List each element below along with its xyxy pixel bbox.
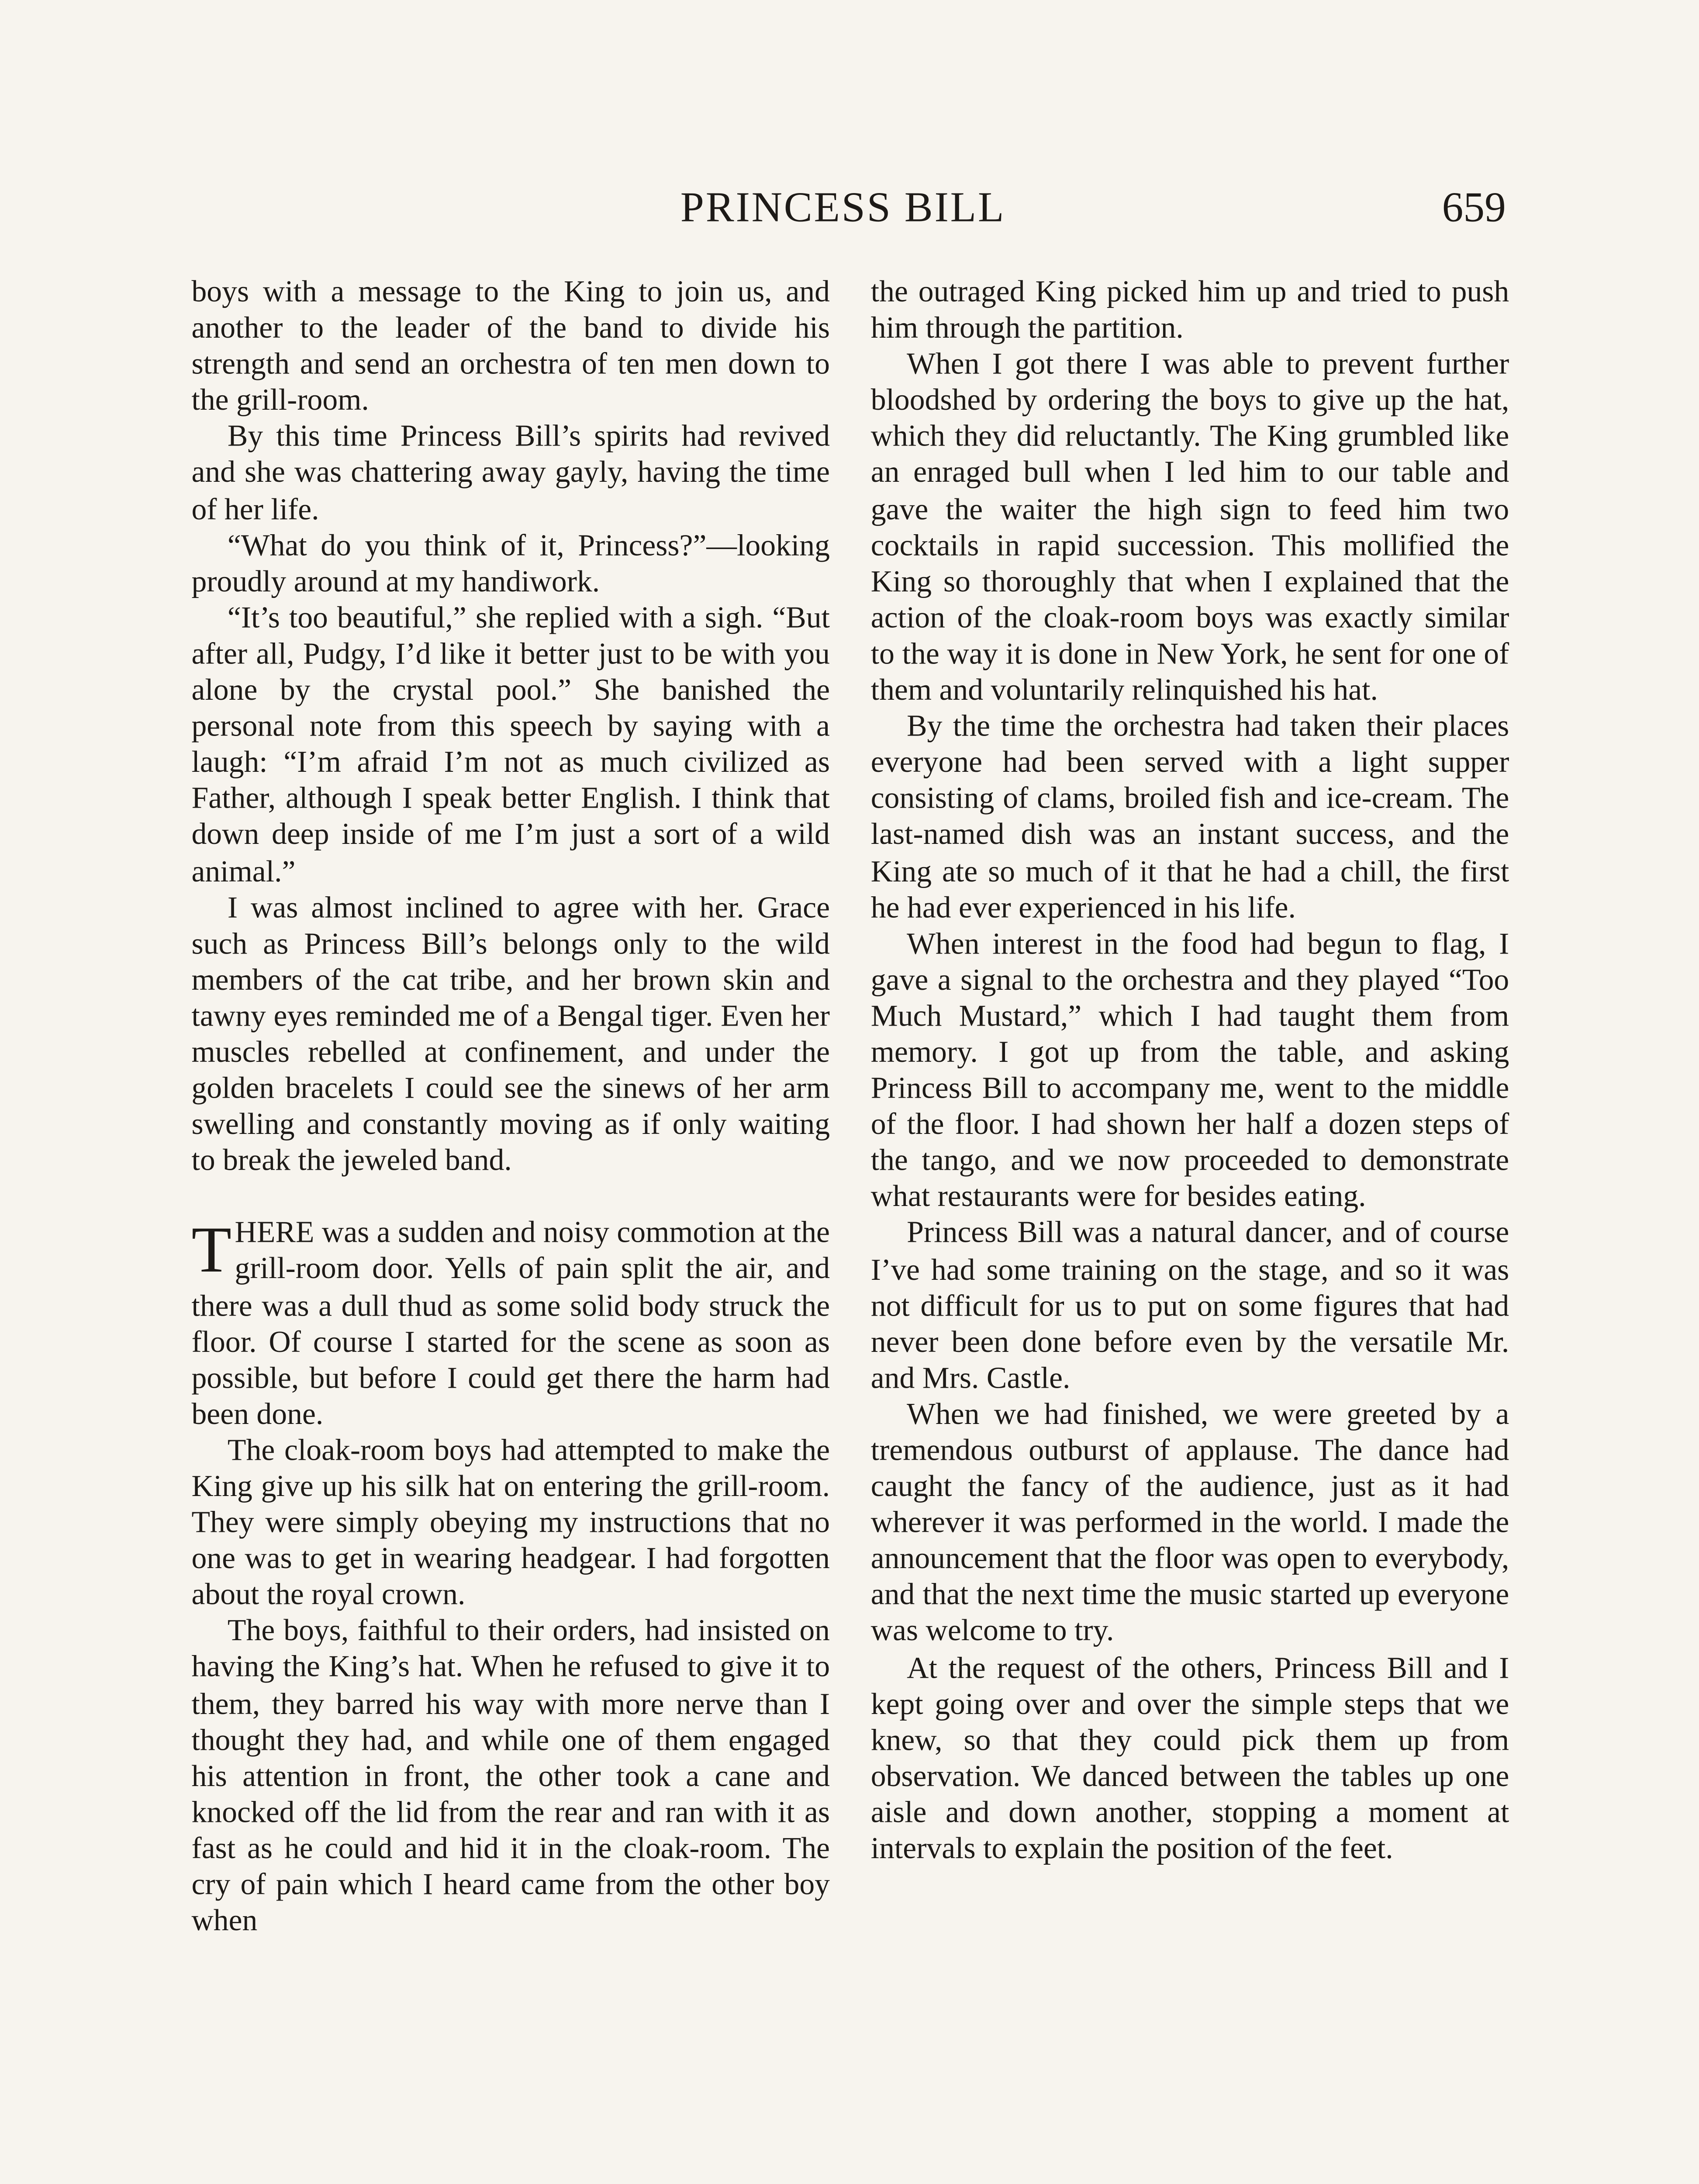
paragraph: boys with a message to the King to join us, and another to the leader of the band to divide his strength and send an orchestra of ten men down to the grill-room. bbox=[191, 275, 830, 418]
page-title: PRINCESS BILL bbox=[680, 183, 1006, 231]
paragraph: At the request of the others, Princess Bill and I kept going over and over the simple steps that we knew, so that they could pick them up from observation. We danced between the tables up one aisle and down another, stopping a moment at intervals to explain the position of the feet. bbox=[870, 1651, 1509, 1866]
paragraph: The cloak-room boys had attempted to make the King give up his silk hat on entering the grill-room. They were simply obeying my instructions that no one was to get in wearing headgear. I had forgotten about the royal crown. bbox=[191, 1434, 830, 1613]
paragraph: By the time the orchestra had taken their places everyone had been served with a light supper consisting of clams, broiled fish and ice-cream. The last-named dish was an instant success, and the King ate so much of it that he had a chill, the first he had ever experienced in his life. bbox=[870, 709, 1509, 925]
paragraph: By this time Princess Bill’s spirits had revived and she was chattering away gayly, having the time of her life. bbox=[191, 420, 830, 527]
paragraph: Princess Bill was a natural dancer, and of course I’ve had some training on the stage, and so it was not difficult for us to put on some figures that had never been done before even by the versatile Mr. and Mrs. Castle. bbox=[870, 1216, 1509, 1396]
right-column bbox=[871, 275, 1509, 1868]
paragraph: The boys, faithful to their orders, had insisted on having the King’s hat. When he refused to give it to them, they barred his way with more nerve than I thought they had, and while one of them engaged his attention in front, the other took a cane and knocked off the lid from the rear and ran with it as fast as he could and hid it in the cloak-room. The cry of pain which I heard came from the other boy when bbox=[191, 1614, 830, 1939]
left-column bbox=[191, 275, 830, 1940]
section-text: HERE was a sudden and noisy commotion at the grill-room door. Yells of pain split the air, and there was a dull thud as some solid body struck the floor. Of course I started for the scene as soon as possible, but before I could get there the harm had been done. bbox=[191, 1216, 830, 1432]
drop-cap: T bbox=[191, 1213, 232, 1287]
paragraph: When I got there I was able to prevent further bloodshed by ordering the boys to give up the hat, which they did reluctantly. The King grumbled like an enraged bull when I led him to our table and gave the waiter the high sign to feed him two cocktails in rapid succession. This mollified the King so thoroughly that when I explained that the action of the cloak-room boys was exactly similar to the way it is done in New York, he sent for one of them and voluntarily relinquished his hat. bbox=[870, 347, 1509, 708]
paragraph: When interest in the food had begun to flag, I gave a signal to the orchestra and they played “Too Much Mustard,” which I had taught them from memory. I got up from the table, and asking Princess Bill to accompany me, went to the middle of the floor. I had shown her half a dozen steps of the tango, and we now proceeded to demonstrate what restaurants were for besides eating. bbox=[870, 927, 1509, 1215]
paragraph: the outraged King picked him up and tried to push him through the partition. bbox=[870, 275, 1509, 346]
running-header bbox=[180, 183, 1506, 242]
paragraph: When we had finished, we were greeted by a tremendous outburst of applause. The dance had caught the fancy of the audience, just as it had wherever it was performed in the world. I made the announcement that the floor was open to everybody, and that the next time the music started up everyone was welcome to try. bbox=[870, 1397, 1509, 1649]
paragraph: I was almost inclined to agree with her. Grace such as Princess Bill’s belongs only to the wild members of the cat tribe, and her brown skin and tawny eyes reminded me of a Bengal tiger. Even her muscles rebelled at confinement, and under the golden bracelets I could see the sinews of her arm swelling and constantly moving as if only waiting to break the jeweled band. bbox=[191, 891, 830, 1179]
paragraph: “It’s too beautiful,” she replied with a sigh. “But after all, Pudgy, I’d like it better just to be with you alone by the crystal pool.” She banished the personal note from this speech by saying with a laugh: “I’m afraid I’m not as much civilized as Father, although I speak better English. I think that down deep inside of me I’m just a sort of a wild animal.” bbox=[191, 601, 830, 889]
page-number: 659 bbox=[1442, 183, 1506, 231]
paragraph: “What do you think of it, Princess?”—looking proudly around at my handiwork. bbox=[191, 529, 830, 600]
section-opening-paragraph bbox=[191, 1213, 830, 1434]
